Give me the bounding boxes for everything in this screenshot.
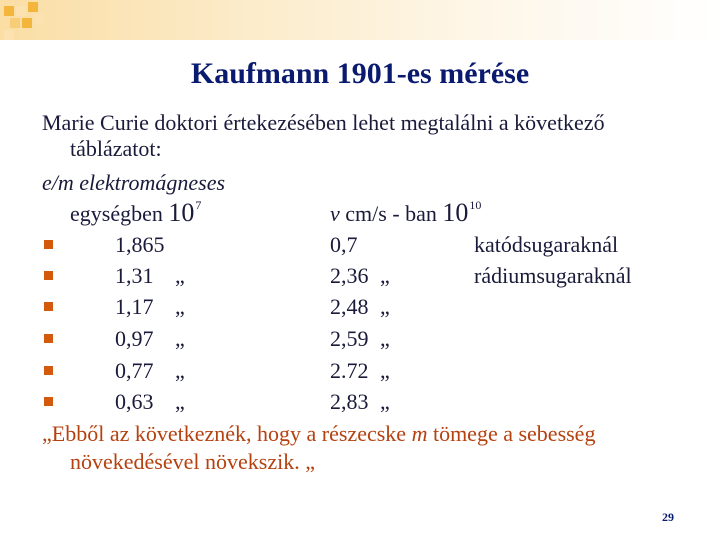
corner-squares-decoration [0, 0, 60, 48]
row-2-em-ditto: „ [175, 263, 185, 288]
row-4-em-ditto: „ [175, 326, 185, 351]
row-3-velocity-ditto: „ [380, 294, 390, 319]
header-decoration-bar [0, 0, 720, 40]
row-2-velocity-ditto: „ [380, 263, 390, 288]
bullet-icon [44, 334, 53, 343]
slide-title: Kaufmann 1901-es mérése [190, 57, 530, 90]
bullet-icon [44, 366, 53, 375]
row-5-em: 0,77 [115, 358, 154, 383]
em-column-header-line-2: egységben $10^7$ [70, 198, 202, 227]
intro-line-2: táblázatot: [70, 136, 162, 161]
row-5-velocity-ditto: „ [380, 358, 390, 383]
row-3-velocity: 2,48 [330, 294, 369, 319]
row-2-em: 1,31 [115, 263, 154, 288]
row-4-velocity-ditto: „ [380, 326, 390, 351]
quote-line-1: „Ebből az következnék, hogy a részecske m tömege a sebesség [42, 421, 596, 446]
row-1-velocity: 0,7 [330, 232, 358, 257]
row-6-velocity: 2,83 [330, 389, 369, 414]
row-3-em-ditto: „ [175, 294, 185, 319]
row-1-em: 1,865 [115, 232, 165, 257]
row-6-em-ditto: „ [175, 389, 185, 414]
row-5-em-ditto: „ [175, 358, 185, 383]
row-3-em: 1,17 [115, 294, 154, 319]
row-2-velocity: 2,36 [330, 263, 369, 288]
em-column-header-line-1: e/m elektromágneses [42, 170, 226, 195]
row-1-note: katódsugaraknál [474, 232, 619, 257]
row-2-note: rádiumsugaraknál [474, 263, 632, 288]
row-6-velocity-ditto: „ [380, 389, 390, 414]
bullet-icon [44, 302, 53, 311]
row-4-em: 0,97 [115, 326, 154, 351]
velocity-column-header: v cm/s - ban $10^{10}$ [330, 198, 482, 227]
page-number: 29 [662, 510, 674, 524]
intro-line-1: Marie Curie doktori értekezésében lehet megtalálni a következő [42, 110, 605, 135]
bullet-icon [44, 240, 53, 249]
row-5-velocity: 2.72 [330, 358, 369, 383]
quote-line-2: növekedésével növekszik. „ [70, 449, 315, 474]
row-6-em: 0,63 [115, 389, 154, 414]
bullet-icon [44, 397, 53, 406]
bullet-icon [44, 271, 53, 280]
row-4-velocity: 2,59 [330, 326, 369, 351]
